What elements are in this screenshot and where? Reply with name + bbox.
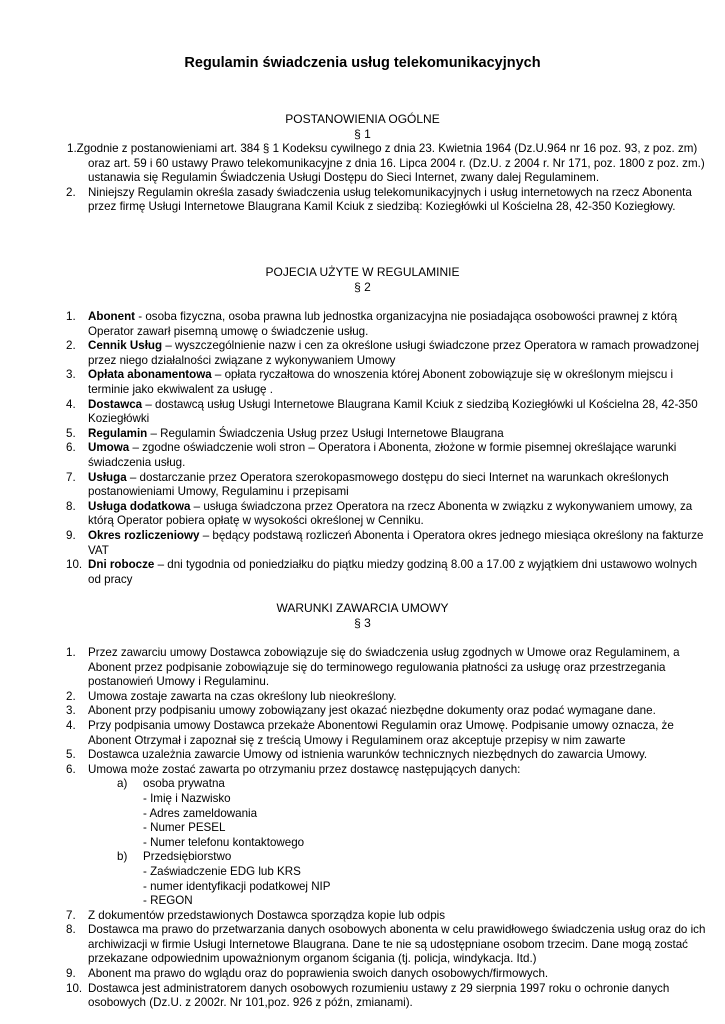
list-item xyxy=(0,923,725,967)
term: Umowa xyxy=(88,441,130,455)
section-definitions xyxy=(0,265,725,587)
sub-title: osoba prywatna xyxy=(143,777,225,791)
section-heading: POSTANOWIENIA OGÓLNE xyxy=(285,112,440,126)
term: Abonent xyxy=(88,310,136,323)
list-item xyxy=(0,142,725,186)
section-paragraph-mark: § 3 xyxy=(354,616,371,630)
detail-item: - Numer PESEL xyxy=(143,821,226,835)
item-number: 5. xyxy=(66,748,76,762)
sub-title: Przedsiębiorstwo xyxy=(143,850,232,864)
section-heading: WARUNKI ZAWARCIA UMOWY xyxy=(276,601,449,615)
list-item xyxy=(0,186,725,215)
section-contract-terms xyxy=(0,601,725,1011)
detail-item: - Numer telefonu kontaktowego xyxy=(143,835,305,849)
list-item xyxy=(0,646,725,690)
detail-item: - numer identyfikacji podatkowej NIP xyxy=(143,879,331,893)
list-item xyxy=(0,310,725,339)
section-list xyxy=(0,310,725,587)
definition: – dostawcą usług Usługi Internetowe Blaugrana Kamil Kciuk z siedzibą Koziegłówki ul Kościelna 28, 42-350 Koziegłówki xyxy=(88,397,698,426)
item-number: 8. xyxy=(66,499,76,513)
item-number: 1. xyxy=(66,310,76,323)
section-paragraph-mark: § 2 xyxy=(354,280,371,294)
item-text: Dostawca jest administratorem danych osobowych rozumieniu ustawy z 29 sierpnia 1997 roku o ochronie danych osobowych (Dz.U. z 2002r. Nr 101,poz. 926 z późn, zmianami). xyxy=(88,981,670,1010)
list-item xyxy=(0,398,725,427)
item-text: Dostawca uzależnia zawarcie Umowy od istnienia warunków technicznych niezbędnych do zawarcia Umowy. xyxy=(88,748,648,762)
item-text: Przez zawarciu umowy Dostawca zobowiązuje się do świadczenia usług zgodnych w Umowe oraz Regulaminem, a Abonent przez podpisanie zobowiązuje się do terminowego regulowania płatności za usługę oraz przestrzegania postanowień Umowy i Regulaminu. xyxy=(88,646,680,689)
item-number: 2. xyxy=(66,185,76,199)
item-number: 8. xyxy=(66,923,76,937)
list-item xyxy=(0,690,725,705)
sub-label: b) xyxy=(117,850,128,864)
sub-label: a) xyxy=(117,777,128,791)
item-text: Dostawca ma prawo do przetwarzania danych osobowych abonenta w celu prawidłowego świadczenia usług oraz do ich archiwizacji w firmie Usługi Internetowe Blaugrana. Dane te nie są udostępniane osobom trzecim. Dane mogą zostać przekazane odpowiednim upoważnionym organom ścigania (tj. policja, windykacja. Itd.) xyxy=(88,923,706,966)
list-item xyxy=(0,558,725,587)
section-general-provisions xyxy=(0,112,725,215)
item-text: Umowa zostaje zawarta na czas określony lub nieokreślony. xyxy=(88,689,397,703)
item-number: 2. xyxy=(66,689,76,703)
list-item xyxy=(0,427,725,442)
item-number: 3. xyxy=(66,368,76,382)
list-item xyxy=(0,719,725,748)
definition: - osoba fizyczna, osoba prawna lub jednostka organizacyjna nie posiadająca osobowości prawnej z którą Operator zawarł pisemną umowę o świadczenie usług. xyxy=(88,310,678,338)
item-number: 10. xyxy=(66,558,83,572)
detail-item: - Imię i Nazwisko xyxy=(143,791,231,805)
section-list xyxy=(0,142,725,215)
document-title: Regulamin świadczenia usług telekomunikacyjnych xyxy=(184,55,541,71)
list-item xyxy=(0,529,725,558)
item-number: 6. xyxy=(66,441,76,455)
list-item xyxy=(0,909,725,924)
item-number: 6. xyxy=(66,762,76,776)
section-paragraph-mark: § 1 xyxy=(354,127,371,141)
section-list xyxy=(0,646,725,1011)
term: Dni robocze xyxy=(88,558,155,572)
term: Okres rozliczeniowy xyxy=(88,528,200,542)
term: Dostawca xyxy=(88,397,143,411)
item-text: Niniejszy Regulamin określa zasady świadczenia usług telekomunikacyjnych i usług internetowych na rzecz Abonenta przez firmę Usługi Internetowe Blaugrana Kamil Kciuk z siedzibą: Koziegłówki ul Kościelna 28, 42-350 Koziegłowy. xyxy=(88,185,692,214)
term: Cennik Usług xyxy=(88,339,163,353)
definition: – zgodne oświadczenie woli stron – Operatora i Abonenta, złożone w formie pisemnej określające warunki świadczenia usług. xyxy=(88,441,677,469)
list-item xyxy=(0,339,725,368)
item-text: Zgodnie z postanowieniami art. 384 § 1 Kodeksu cywilnego z dnia 23. Kwietnia 1964 (Dz.U.964 nr 16 poz. 93, z poz. zm) oraz art. 59 i 60 ustawy Prawo telekomunikacyjne z dnia 16. Lipca 2004 r. (Dz.U. z 2004 r. Nr 171, poz. 1800 z poz. zm.) ustanawia się Regulamin Świadczenia Usługi Dostępu do Sieci Internet, zwany dalej Regulaminem. xyxy=(76,142,705,185)
detail-item: - Adres zameldowania xyxy=(143,806,258,820)
term: Usługa dodatkowa xyxy=(88,499,191,513)
definition: – dostarczanie przez Operatora szerokopasmowego dostępu do sieci Internet na warunkach określonych postanowieniami Umowy, Regulaminu i przepisami xyxy=(88,470,669,499)
detail-item: - REGON xyxy=(143,894,193,908)
term: Opłata abonamentowa xyxy=(88,368,212,382)
detail-item: - Zaświadczenie EDG lub KRS xyxy=(143,864,301,878)
item-number: 5. xyxy=(66,426,76,440)
term: Regulamin xyxy=(88,426,148,440)
item-number: 1. xyxy=(66,646,76,659)
item-number: 9. xyxy=(66,967,76,981)
definition: – opłata ryczałtowa do wnoszenia której Abonent zobowiązuje się w określonym miejscu i terminie jako ekwiwalent za usługę . xyxy=(88,368,674,396)
item-number: 4. xyxy=(66,718,76,732)
list-item xyxy=(0,441,725,470)
item-text: Z dokumentów przedstawionych Dostawca sporządza kopie lub odpis xyxy=(88,908,446,922)
list-item xyxy=(0,763,725,778)
list-item xyxy=(0,500,725,529)
item-text: Abonent przy podpisaniu umowy zobowiązany jest okazać niezbędne dokumenty oraz podać wymagane dane. xyxy=(88,704,656,718)
definition: – usługa świadczona przez Operatora na rzecz Abonenta w związku z wykonywaniem umowy, za którą Operator pobiera opłatę w wysokości określonej w Cenniku. xyxy=(88,499,693,528)
definition: – wyszczególnienie nazw i cen za określone usługi świadczone przez Operatora w ramach prowadzonej przez niego działalności związane z wykonywaniem Umowy xyxy=(88,339,699,367)
required-data-list xyxy=(0,777,725,908)
list-item xyxy=(0,748,725,763)
term: Usługa xyxy=(88,470,127,484)
item-text: Abonent ma prawo do wglądu oraz do poprawienia swoich danych osobowych/firmowych. xyxy=(88,967,549,981)
item-number: 9. xyxy=(66,528,76,542)
item-number: 7. xyxy=(66,470,76,484)
item-number: 10. xyxy=(66,981,83,995)
sublist-item-private-person xyxy=(0,777,725,792)
definition: – będący podstawą rozliczeń Abonenta i Operatora okres jednego miesiąca określony na fakturze VAT xyxy=(88,528,704,557)
item-number: 2. xyxy=(66,339,76,353)
sublist-item-company xyxy=(0,850,725,865)
list-item xyxy=(0,368,725,397)
definition: – Regulamin Świadczenia Usług przez Usługi Internetowe Blaugrana xyxy=(147,426,504,440)
item-text: Przy podpisania umowy Dostawca przekaże Abonentowi Regulamin oraz Umowę. Podpisanie umowy oznacza, że Abonent Otrzymał i zapoznał się z treścią Umowy i Regulaminem oraz akceptuje przepisy w nim zawarte xyxy=(88,718,674,747)
definition: – dni tygodnia od poniedziałku do piątku miedzy godziną 8.00 a 17.00 z wyjątkiem dni ustawowo wolnych od pracy xyxy=(88,558,698,586)
item-number: 3. xyxy=(66,704,76,718)
list-item xyxy=(0,704,725,719)
item-number: 7. xyxy=(66,908,76,922)
list-item xyxy=(0,982,725,1011)
sublist xyxy=(0,777,725,908)
item-number: 1. xyxy=(67,142,77,155)
section-heading: POJECIA UŻYTE W REGULAMINIE xyxy=(265,265,460,279)
list-item xyxy=(0,471,725,500)
item-text: Umowa może zostać zawarta po otrzymaniu przez dostawcę następujących danych: xyxy=(88,762,521,776)
item-number: 4. xyxy=(66,397,76,411)
list-item xyxy=(0,967,725,982)
